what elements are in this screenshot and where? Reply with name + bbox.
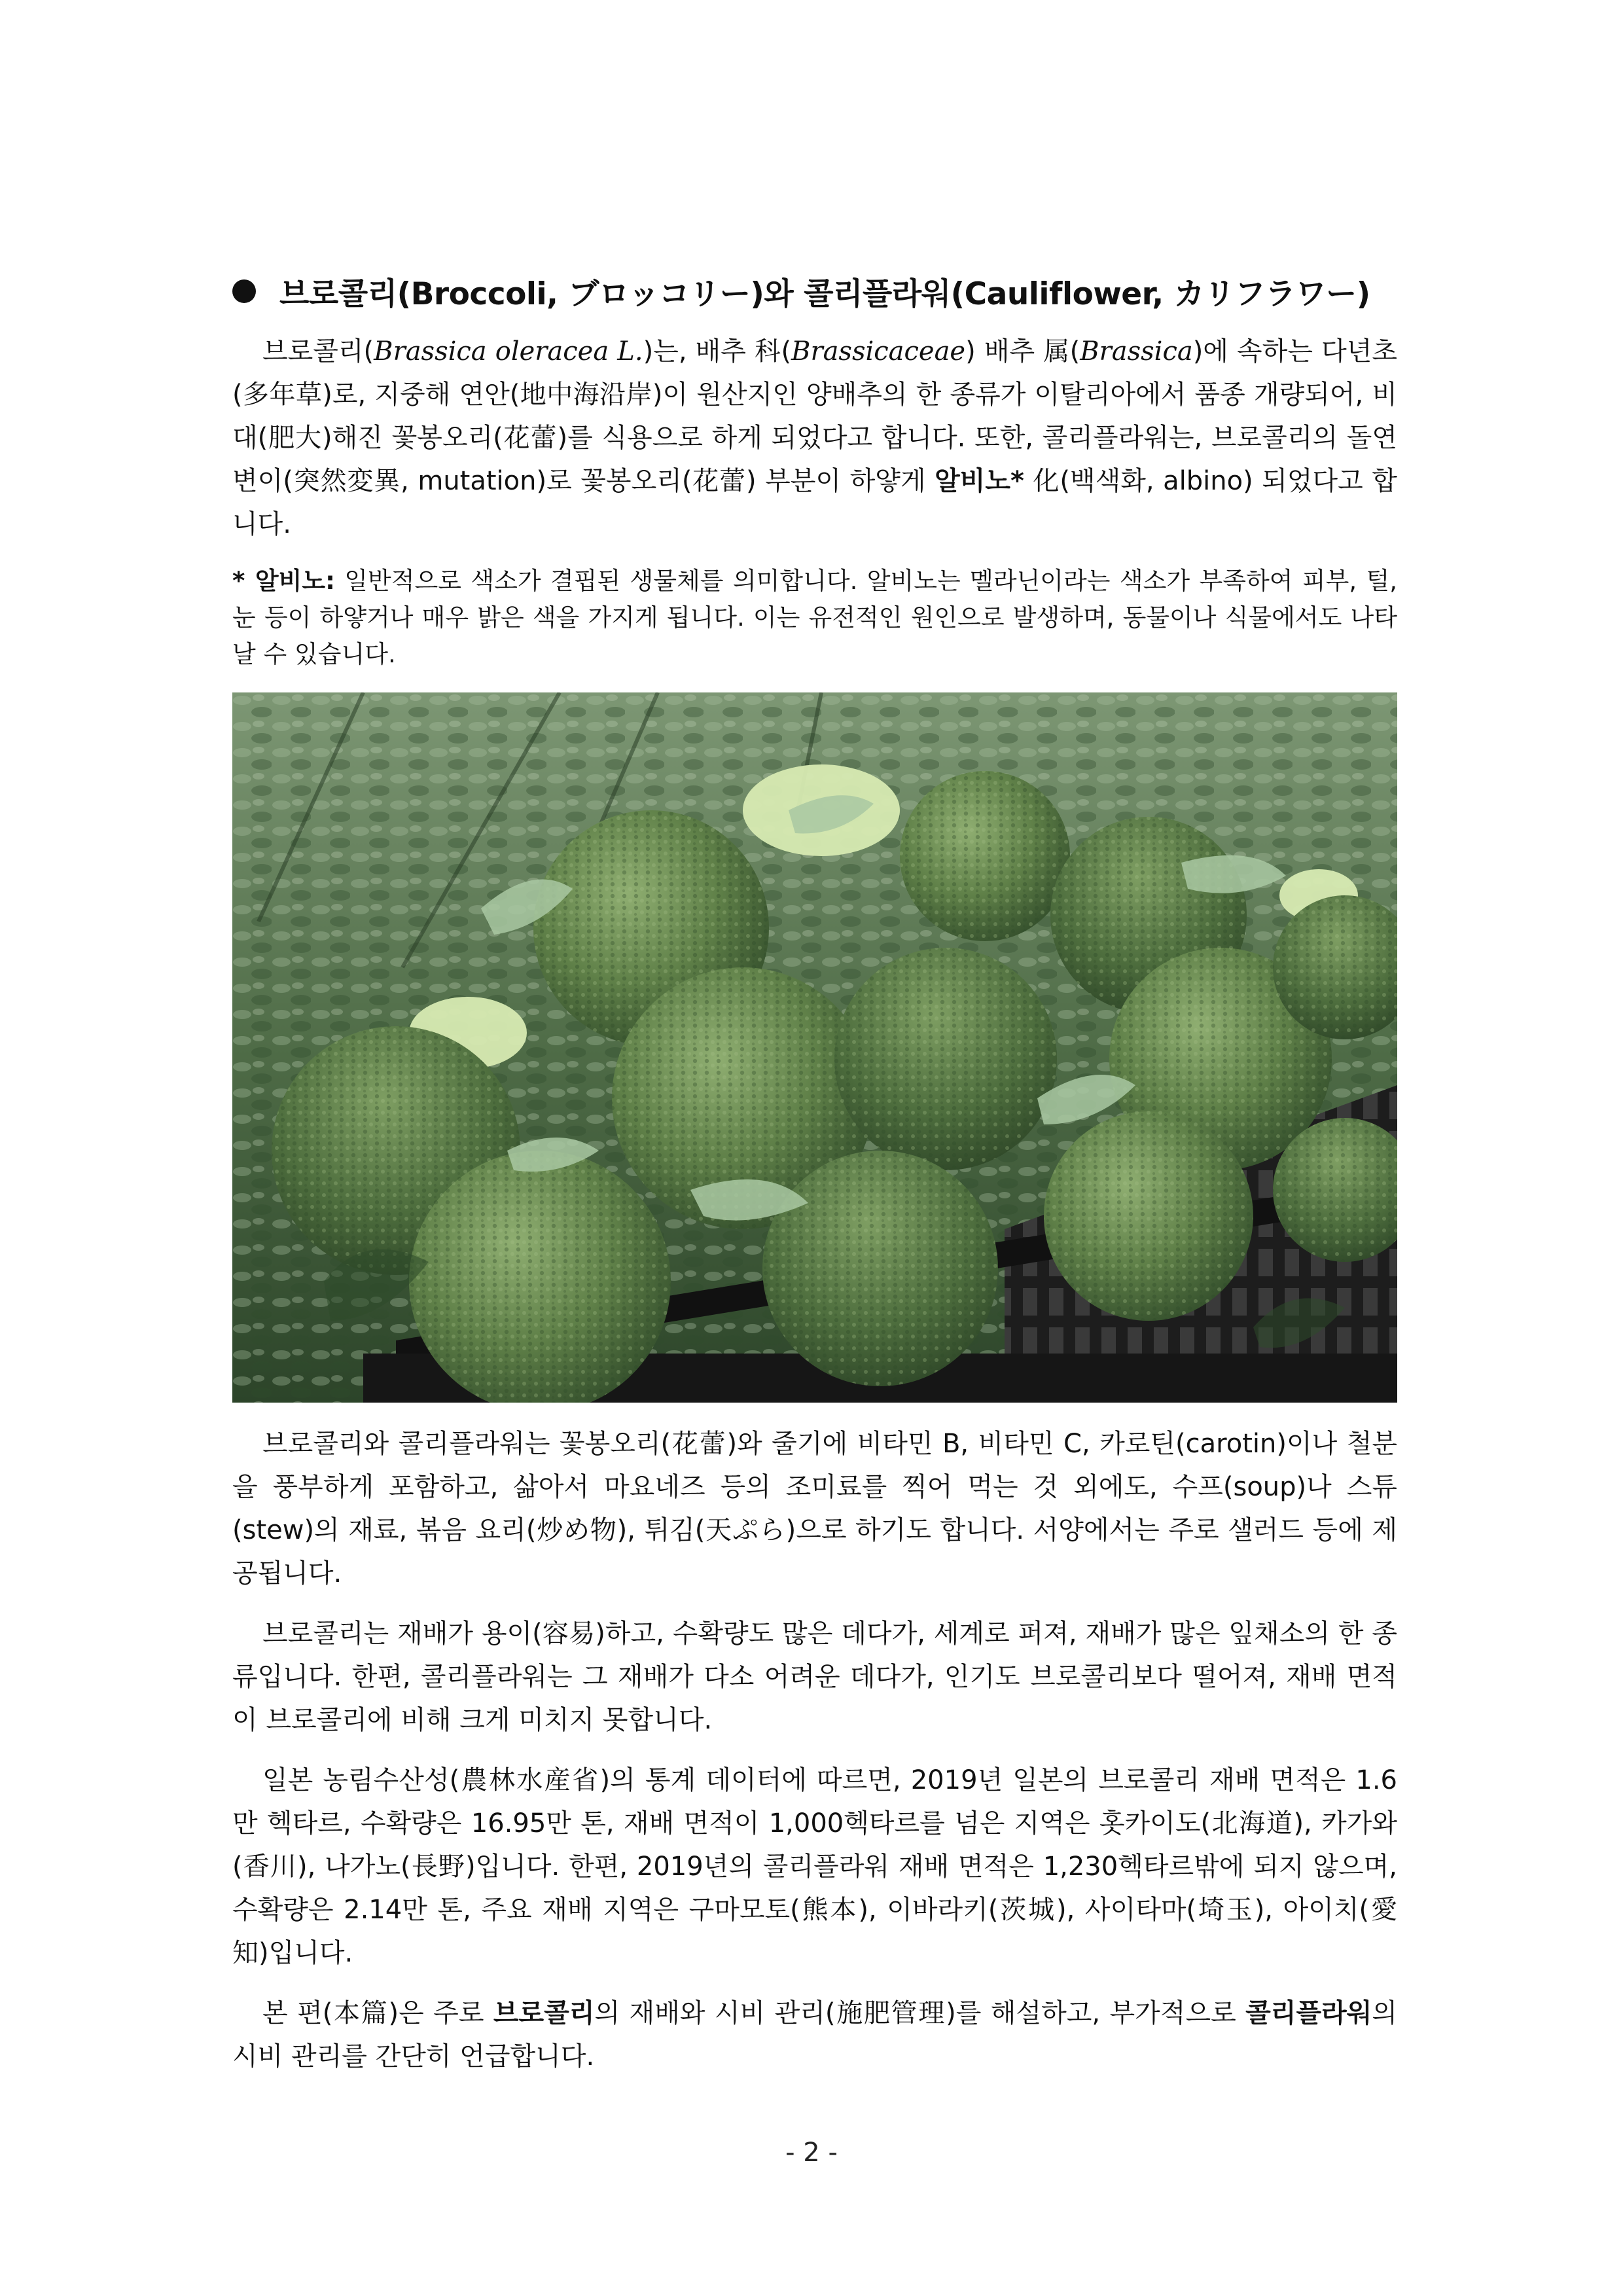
scope-text-3: 의 시비 관리를 간단히 언급합니다. [232,1998,1398,2072]
statistics-paragraph: 일본 농림수산성(農林水産省)의 통계 데이터에 따르면, 2019년 일본의 브로콜리 재배 면적은 1.6만 헥타르, 수확량은 16.95만 톤, 재배 면적이 1,000헥타르를 넘은 지역은 홋카이도(北海道), 카가와(香川), 나가노(長野)입니다. 한편, 2019년의 콜리플라워 재배 면적은 1,230헥타르밖에 되지 않으며, 수확량은 2.14만 톤, 주요 재배 지역은 구마모토(熊本), 이바라키(茨城), 사이타마(埼玉), 아이치(愛知)입니다. [232,1765,1397,1968]
scope-paragraph [232,1992,1397,2078]
section-heading [232,262,1397,321]
genus-name: Brassica [1080,336,1193,367]
nutrition-paragraph: 브로콜리와 콜리플라워는 꽃봉오리(花蕾)와 줄기에 비타민 B, 비타민 C, 카로틴(carotin)이나 철분을 풍부하게 포함하고, 삶아서 마요네즈 등의 조미료를 찍어 먹는 것 외에도, 수프(soup)나 스튜(stew)의 재료, 볶음 요리(炒め物), 튀김(天ぷら)으로 하기도 합니다. 서양에서는 주로 샐러드 등에 제공됩니다. [232,1429,1397,1588]
broccoli-term: 브로콜리 [493,1998,595,2028]
bullet-icon [232,279,256,303]
document-page [232,262,1397,2095]
albino-term: 알비노* [935,466,1024,496]
page-number: - 2 - [785,2138,838,2168]
intro-text-2: )는, 배추 科( [643,336,792,367]
intro-text-4: )에 속하는 다년초(多年草)로, 지중해 연안(地中海沿岸)이 원산지인 양배추의 한 종류가 이탈리아에서 품종 개량되어, 비대(肥大)해진 꽃봉오리(花蕾)를 식용으로 하게 되었다고 합니다. 또한, 콜리플라워는, 브로콜리의 돌연변이(突然変異, mutation)로 꽃봉오리(花蕾) 부분이 하얗게 [232,336,1398,496]
footnote [232,563,1397,673]
cultivation-paragraph: 브로콜리는 재배가 용이(容易)하고, 수확량도 많은 데다가, 세계로 퍼져, 재배가 많은 잎채소의 한 종류입니다. 한편, 콜리플라워는 그 재배가 다소 어려운 데다가, 인기도 브로콜리보다 떨어져, 재배 면적이 브로콜리에 비해 크게 미치지 못합니다. [232,1619,1397,1735]
intro-text-1: 브로콜리( [262,336,374,367]
cauliflower-term: 콜리플라워 [1245,1998,1372,2028]
scope-text-2: 의 재배와 시비 관리(施肥管理)를 해설하고, 부가적으로 [594,1998,1246,2028]
intro-paragraph [232,330,1397,546]
broccoli-photo [232,692,1397,1403]
scope-text-1: 본 편(本篇)은 주로 [262,1998,493,2028]
intro-text-5: 化(백색화, albino) 되었다고 합니다. [232,466,1397,539]
footnote-label: * 알비노: [232,567,335,595]
scientific-name: Brassica oleracea L. [374,336,643,367]
footnote-text: 일반적으로 색소가 결핍된 생물체를 의미합니다. 알비노는 멜라닌이라는 색소가 부족하여 피부, 털, 눈 등이 하얗거나 매우 밝은 색을 가지게 됩니다. 이는 유전적인 원인으로 발생하며, 동물이나 식물에서도 나타날 수 있습니다. [232,567,1397,668]
section-heading-text: 브로콜리(Broccoli, ブロッコリー)와 콜리플라워(Cauliflower, カリフラワー) [279,276,1370,312]
intro-text-3: ) 배추 属( [965,336,1080,367]
family-name: Brassicaceae [791,336,966,367]
